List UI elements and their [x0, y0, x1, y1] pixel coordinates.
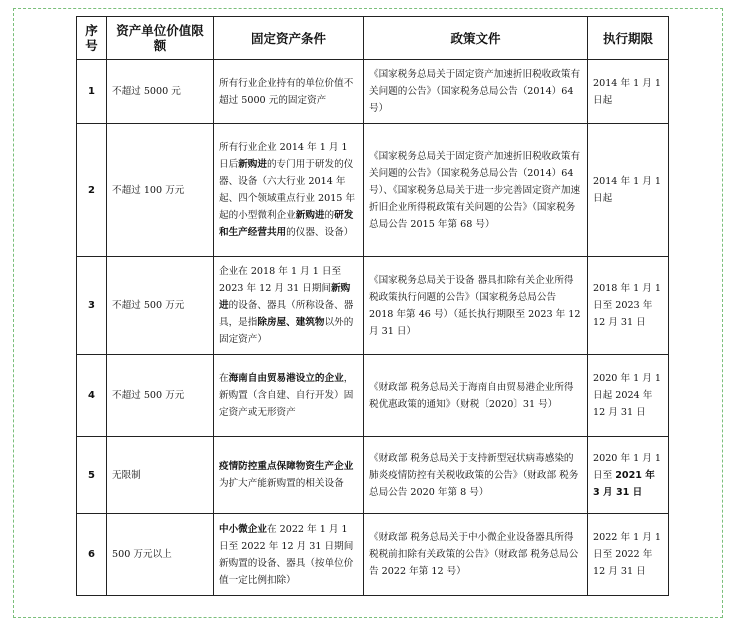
- table-row: [77, 514, 669, 596]
- table-row: [77, 257, 669, 355]
- table-row: [77, 60, 669, 124]
- value-limit: 不超过 100 万元: [107, 124, 214, 257]
- asset-condition: [214, 437, 364, 514]
- plain-text: 所有行业企业 2014 年 1 月 1 日后: [219, 142, 348, 170]
- value-limit: 不超过 500 万元: [107, 355, 214, 437]
- value-limit: 不超过 500 万元: [107, 257, 214, 355]
- plain-text: 2018 年 1 月 1 日至 2023 年 12 月 31 日: [593, 283, 662, 328]
- plain-text: 的设备、器具（所称设备、器具，是指: [219, 300, 354, 328]
- table-row: [77, 437, 669, 514]
- plain-text: 2020 年 1 月 1 日至: [593, 452, 662, 481]
- policy-document: 《国家税务总局关于设备 器具扣除有关企业所得税政策执行问题的公告》（国家税务总局公告 2018 年第 46 号）（延长执行期限至 2023 年 12 月 31 日）: [364, 257, 588, 355]
- plain-text: 为扩大产能新购置的相关设备: [219, 478, 344, 489]
- emphasis-text: 新购进: [219, 283, 351, 311]
- value-limit: 无限制: [107, 437, 214, 514]
- plain-text: 以外的固定资产）: [219, 317, 354, 345]
- header-policy: 政策文件: [364, 17, 588, 60]
- table-row: [77, 124, 669, 257]
- plain-text: 的专门用于研发的仪器、设备（六大行业 2014 年起、四个领域重点行业 2015 年起的小型微利企业: [219, 159, 356, 221]
- row-number: 3: [77, 257, 107, 355]
- value-limit: 500 万元以上: [107, 514, 214, 596]
- plain-text: 在: [219, 373, 229, 384]
- emphasis-text: 新购进: [238, 159, 267, 170]
- plain-text: 的: [324, 210, 335, 221]
- policy-document: 《财政部 税务总局关于海南自由贸易港企业所得税优惠政策的通知》（财税〔2020〕31 号）: [364, 355, 588, 437]
- plain-text: 2022 年 1 月 1 日至 2022 年 12 月 31 日: [593, 532, 662, 577]
- plain-text: 企业在 2018 年 1 月 1 日至 2023 年 12 月 31 日期间: [219, 266, 342, 294]
- policy-table-container: [76, 16, 668, 596]
- table-header-row: [77, 17, 669, 60]
- asset-condition: [214, 514, 364, 596]
- depreciation-policy-table: [76, 16, 669, 596]
- effective-period: [588, 60, 669, 124]
- emphasis-text: 中小微企业: [219, 523, 267, 535]
- policy-document: 《财政部 税务总局关于支持新型冠状病毒感染的肺炎疫情防控有关税收政策的公告》（财政部 税务总局公告 2020 年第 8 号）: [364, 437, 588, 514]
- plain-text: 2014 年 1 月 1 日起: [593, 176, 662, 204]
- plain-text: 在 2022 年 1 月 1 日至 2022 年 12 月 31 日期间新购置的设备、器具（按单位价值一定比例扣除）: [219, 523, 354, 586]
- emphasis-text: 除房屋、建筑物: [257, 317, 325, 328]
- emphasis-text: 2021 年 3 月 31 日: [593, 469, 655, 498]
- effective-period: [588, 124, 669, 257]
- asset-condition: [214, 124, 364, 257]
- plain-text: 2014 年 1 月 1 日起: [593, 77, 662, 106]
- row-number: 6: [77, 514, 107, 596]
- header-condition: 固定资产条件: [214, 17, 364, 60]
- row-number: 4: [77, 355, 107, 437]
- header-limit: 资产单位价值限额: [107, 17, 214, 60]
- value-limit: 不超过 5000 元: [107, 60, 214, 124]
- emphasis-text: 疫情防控重点保障物资生产企业: [219, 461, 354, 472]
- policy-document: 《国家税务总局关于固定资产加速折旧税收政策有关问题的公告》（国家税务总局公告（2014）64 号）: [364, 60, 588, 124]
- emphasis-text: 海南自由贸易港设立的企业: [228, 373, 344, 384]
- header-period: 执行期限: [588, 17, 669, 60]
- plain-text: 2020 年 1 月 1 日起 2024 年 12 月 31 日: [593, 373, 662, 418]
- plain-text: ，新购置（含自建、自行开发）固定资产或无形资产: [219, 373, 354, 418]
- emphasis-text: 研发和生产经营共用: [219, 210, 354, 238]
- row-number: 2: [77, 124, 107, 257]
- policy-document: 《国家税务总局关于固定资产加速折旧税收政策有关问题的公告》（国家税务总局公告（2014）64 号）、《国家税务总局关于进一步完善固定资产加速折旧企业所得税政策有关问题的公告》（国家税务总局公告 2015 年第 68 号）: [364, 124, 588, 257]
- asset-condition: [214, 257, 364, 355]
- header-no: 序号: [77, 17, 107, 60]
- row-number: 1: [77, 60, 107, 124]
- table-row: [77, 355, 669, 437]
- asset-condition: [214, 60, 364, 124]
- row-number: 5: [77, 437, 107, 514]
- effective-period: [588, 257, 669, 355]
- policy-document: 《财政部 税务总局关于中小微企业设备器具所得税税前扣除有关政策的公告》（财政部 税务总局公告 2022 年第 12 号）: [364, 514, 588, 596]
- effective-period: [588, 514, 669, 596]
- asset-condition: [214, 355, 364, 437]
- effective-period: [588, 355, 669, 437]
- emphasis-text: 新购进: [295, 210, 325, 221]
- plain-text: 的仪器、设备）: [286, 227, 354, 238]
- plain-text: 所有行业企业持有的单位价值不超过 5000 元的固定资产: [219, 77, 354, 106]
- effective-period: [588, 437, 669, 514]
